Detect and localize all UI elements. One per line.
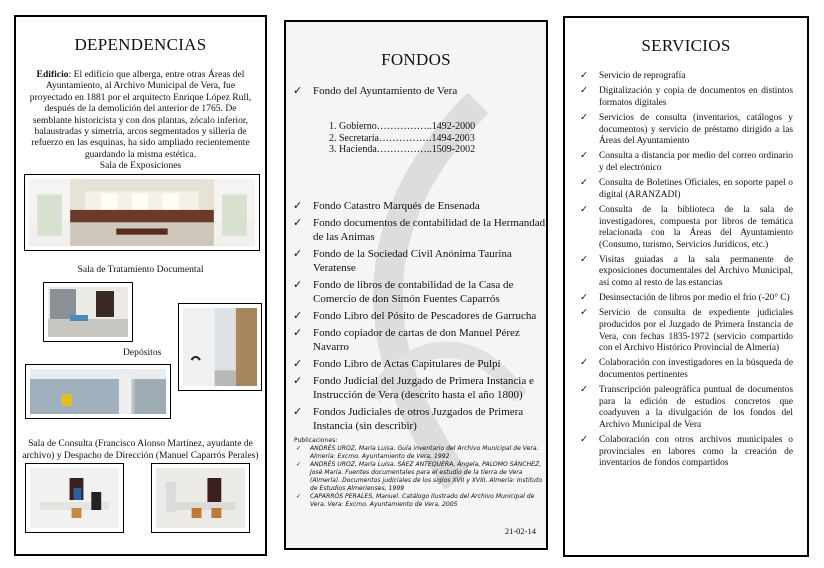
caption-sala-consulta: Sala de Consulta (Francisco Alonso Martínez, ayudante de archivo) y Despacho de Dirección (Manuel Caparrós Perales) <box>22 438 259 461</box>
servicio-item: ✓ Visitas guiadas a la sala permanente de exposiciones documentales del Archivo Municipal, así como al resto de las estancias <box>580 254 793 289</box>
fondos-list <box>286 199 546 433</box>
photo-depositos-vertical <box>178 303 262 391</box>
check-icon: ✓ <box>580 385 588 396</box>
servicio-item: ✓ Consulta de Boletines Oficiales, en soporte papel o digital (ARANZADI) <box>580 178 793 200</box>
photo-depositos-horizontal <box>25 364 171 419</box>
check-icon: ✓ <box>293 85 303 97</box>
check-icon: ✓ <box>580 293 588 304</box>
dependencias-panel <box>14 15 267 556</box>
fondo-item: ✓ Fondo Libro del Pósito de Pescadores de Garrucha <box>293 309 537 322</box>
publicacion-item: ✓ ANDRÉS UROZ, María Luisa, SÁEZ ANTEQUERA, Ángela, PALOMO SÁNCHEZ, José María. Fuentes documentales para el estudio de la tierra de Vera (Almería). Documentos judiciales de los siglos XVII y XVIII. Almería: Instituto de Estudios Almerienses, 1999 <box>296 461 543 492</box>
check-icon: ✓ <box>293 216 303 229</box>
photo-sala-exposiciones <box>24 174 260 251</box>
check-icon: ✓ <box>580 254 588 265</box>
check-icon: ✓ <box>580 86 588 97</box>
fondos-panel <box>284 20 548 550</box>
dependencias-title: DEPENDENCIAS <box>74 35 207 54</box>
publicaciones-title: Publicaciones: <box>294 437 338 444</box>
check-icon: ✓ <box>293 278 303 291</box>
archive-shelves-image <box>30 369 166 414</box>
caption-sala-exposiciones: Sala de Exposiciones <box>99 160 182 171</box>
servicios-list <box>565 71 807 470</box>
check-icon: ✓ <box>293 357 303 370</box>
servicio-item: ✓ Digitalización y copia de documentos en distintos formatos digitales <box>580 86 793 108</box>
fondo-item: ✓ Fondo de la Sociedad Civil Anónima Taurina Veratense <box>293 247 512 274</box>
photo-sala-consulta <box>25 463 124 533</box>
servicio-item: ✓ Servicio de consulta de expediente judiciales producidos por el Juzgado de Primera Instancia de Vera, con fechas 1835-1972 (servicio compartido con el Archivo Histórico Provincial de Almería) <box>580 308 793 354</box>
check-icon: ✓ <box>580 358 588 369</box>
servicios-panel <box>563 16 809 557</box>
servicio-item: ✓ Servicios de consulta (inventarios, catálogos y documentos) y servicio de préstamo dirigido a las Áreas del Ayuntamiento <box>580 112 793 147</box>
check-icon: ✓ <box>580 178 588 189</box>
check-icon: ✓ <box>580 112 588 123</box>
sub-item-secretaria: 2. Secretaría…………….1494-2003 <box>329 132 475 144</box>
treatment-room-image <box>48 287 128 337</box>
publicacion-item: ✓ ANDRÉS UROZ, María Luisa. Guía inventario del Archivo Municipal de Vera. Almería: Excmo. Ayuntamiento de Vera, 1992 <box>296 445 539 460</box>
servicio-item: ✓ Colaboración con otros archivos municipales o provinciales en labores como la creación de inventarios de fondos compartidos <box>580 435 793 469</box>
edificio-paragraph <box>26 69 255 160</box>
check-icon: ✓ <box>580 71 588 81</box>
fondo-item: ✓ Fondo copiador de cartas de don Manuel Pérez Navarro <box>293 326 520 353</box>
photo-despacho-direccion <box>151 463 250 533</box>
fondos-title: FONDOS <box>381 50 451 69</box>
check-icon: ✓ <box>293 247 303 260</box>
exhibition-room-image <box>29 179 255 246</box>
servicio-item: ✓ Transcripción paleográfica puntual de documentos para la edición de estudios concretos que coadyuven a la divulgación de los fondos del Archivo Municipal de Vera <box>580 385 793 430</box>
servicio-item: ✓ Consulta de la biblioteca de la sala de investigadores, compuesta por libros de temática relacionada con la Áreas del Ayuntamiento (Consumo, turismo, Servicios Jurídicos, etc.) <box>580 204 793 250</box>
caption-depositos: Depósitos <box>123 347 162 358</box>
compact-shelving-image <box>183 308 257 386</box>
fondo-item: ✓ Fondos Judiciales de otros Juzgados de Primera Instancia (sin describir) <box>293 405 524 432</box>
edificio-text: : El edificio que alberga, entre otras Áreas del Ayuntamiento, al Archivo Municipal de Vera, fue proyectado en 1881 por el arquitecto Enrique López Rull, después de la demolición del anterior de 1765. De semblante historicista y con dos plantas, zócalo inferior, balaustradas y simetría, arcos segmentados y sillería de refuerzo en las esquinas, ha sido ampliado recientemente guardando la misma estética. <box>29 69 252 160</box>
check-icon: ✓ <box>580 204 588 215</box>
caption-sala-tratamiento: Sala de Tratamiento Documental <box>77 264 204 275</box>
sub-item-hacienda: 3. Hacienda……………..1509-2002 <box>329 144 476 156</box>
check-icon: ✓ <box>293 309 303 322</box>
document-date: 21-02-14 <box>504 526 536 536</box>
edificio-label: Edificio <box>36 69 69 80</box>
photo-sala-tratamiento <box>43 282 133 342</box>
check-icon: ✓ <box>293 326 303 339</box>
check-icon: ✓ <box>293 199 303 212</box>
servicio-item: ✓ Consulta a distancia por medio del correo ordinario y del electrónico <box>580 151 793 173</box>
check-icon: ✓ <box>580 435 588 446</box>
check-icon: ✓ <box>296 461 302 468</box>
servicio-item: ✓ Servicio de reprografía <box>580 71 686 81</box>
publicaciones-section <box>294 437 544 509</box>
publicacion-item: ✓ CAPARRÓS PERALES, Manuel. Catálogo Ilustrado del Archivo Municipal de Vera. Vera: Excmo. Ayuntamiento de Vera, 2005 <box>296 493 535 508</box>
check-icon: ✓ <box>580 151 588 162</box>
fondo-item: ✓ Fondo documentos de contabilidad de la Hermandad de las Animas <box>293 216 546 243</box>
fondo-item: ✓ Fondo del Ayuntamiento de Vera <box>293 85 458 97</box>
check-icon: ✓ <box>293 374 303 387</box>
consultation-room-image <box>30 468 119 528</box>
fondo-item: ✓ Fondo Libro de Actas Capitulares de Pulpí <box>293 357 501 370</box>
fondo-item: ✓ Fondo Catastro Marqués de Ensenada <box>293 199 480 212</box>
servicio-item: ✓ Colaboración con investigadores en la búsqueda de documentos pertinentes <box>580 358 793 380</box>
servicio-item: ✓ Desinsectación de libros por medio el frío (-20° C) <box>580 293 790 304</box>
fondo-item: ✓ Fondo de libros de contabilidad de la Casa de Comercio de don Simón Fuentes Caparrós <box>293 278 514 305</box>
check-icon: ✓ <box>296 493 302 500</box>
check-icon: ✓ <box>293 405 303 418</box>
fondo-sub-list <box>286 121 546 156</box>
fondos-first-list <box>286 84 546 98</box>
director-office-image <box>156 468 245 528</box>
servicios-title: SERVICIOS <box>641 36 731 55</box>
sub-item-gobierno: 1. Gobierno……………..1492-2000 <box>329 121 476 132</box>
check-icon: ✓ <box>296 445 302 452</box>
fondo-item: ✓ Fondo Judicial del Juzgado de Primera Instancia e Instrucción de Vera (descrito hasta el año 1800) <box>293 374 534 401</box>
check-icon: ✓ <box>580 308 588 319</box>
